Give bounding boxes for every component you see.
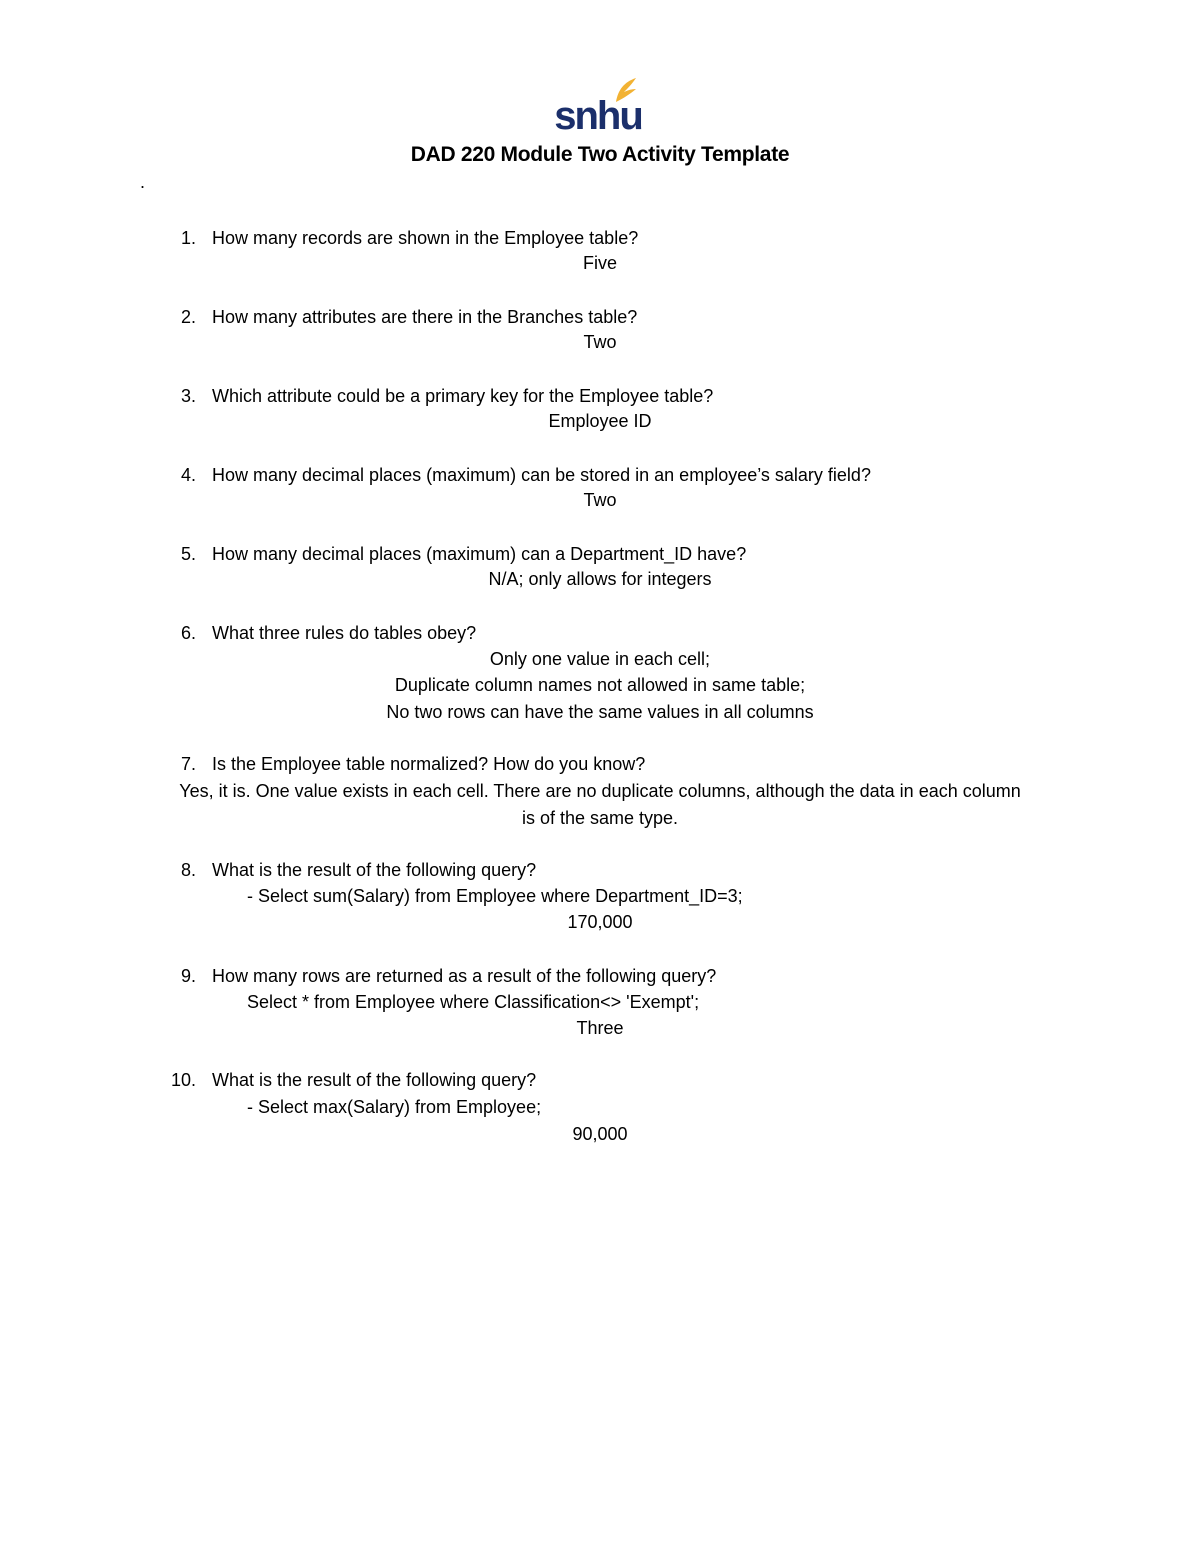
answer-10: 90,000 — [572, 1124, 628, 1144]
answer-6-line-1: Only one value in each cell; — [489, 649, 711, 669]
question-number: 9. — [180, 966, 196, 986]
question-number: 2. — [180, 307, 196, 327]
question-text: How many decimal places (maximum) can a Department_ID have? — [212, 544, 747, 564]
question-text: Is the Employee table normalized? How do you know? — [212, 754, 646, 774]
question-text: How many decimal places (maximum) can be stored in an employee’s salary field? — [212, 465, 871, 485]
question-number: 7. — [180, 754, 196, 774]
question-text: What is the result of the following query? — [212, 1070, 537, 1090]
answer-9: Three — [576, 1018, 624, 1038]
answer-6-line-3: No two rows can have the same values in all columns — [386, 702, 814, 722]
question-number: 8. — [180, 860, 196, 880]
page-title: DAD 220 Module Two Activity Template — [410, 143, 790, 166]
snhu-logo — [548, 72, 648, 134]
answer-1: Five — [582, 253, 617, 273]
query-9: Select * from Employee where Classification<> 'Exempt'; — [247, 992, 700, 1012]
query-8: - Select sum(Salary) from Employee where Department_ID=3; — [247, 886, 743, 906]
answer-4: Two — [583, 490, 617, 510]
question-text: Which attribute could be a primary key for the Employee table? — [212, 386, 714, 406]
answer-2: Two — [583, 332, 617, 352]
answer-5: N/A; only allows for integers — [488, 569, 712, 589]
answer-6-line-2: Duplicate column names not allowed in same table; — [394, 675, 806, 695]
question-number: 10. — [170, 1070, 196, 1090]
question-number: 5. — [180, 544, 196, 564]
question-text: What is the result of the following query? — [212, 860, 537, 880]
stray-bullet: . — [140, 172, 146, 192]
answer-8: 170,000 — [567, 912, 633, 932]
answer-3: Employee ID — [548, 411, 652, 431]
question-text: How many records are shown in the Employee table? — [212, 228, 639, 248]
question-number: 6. — [180, 623, 196, 643]
question-text: What three rules do tables obey? — [212, 623, 477, 643]
question-text: How many rows are returned as a result of the following query? — [212, 966, 717, 986]
question-number: 3. — [180, 386, 196, 406]
question-number: 1. — [180, 228, 196, 248]
question-text: How many attributes are there in the Branches table? — [212, 307, 638, 327]
logo-wordmark: snhu — [554, 94, 642, 134]
answer-7-line-1: Yes, it is. One value exists in each cell. There are no duplicate columns, although the data in each column — [179, 781, 1021, 801]
query-10: - Select max(Salary) from Employee; — [247, 1097, 542, 1117]
question-number: 4. — [180, 465, 196, 485]
answer-7-line-2: is of the same type. — [521, 808, 679, 828]
